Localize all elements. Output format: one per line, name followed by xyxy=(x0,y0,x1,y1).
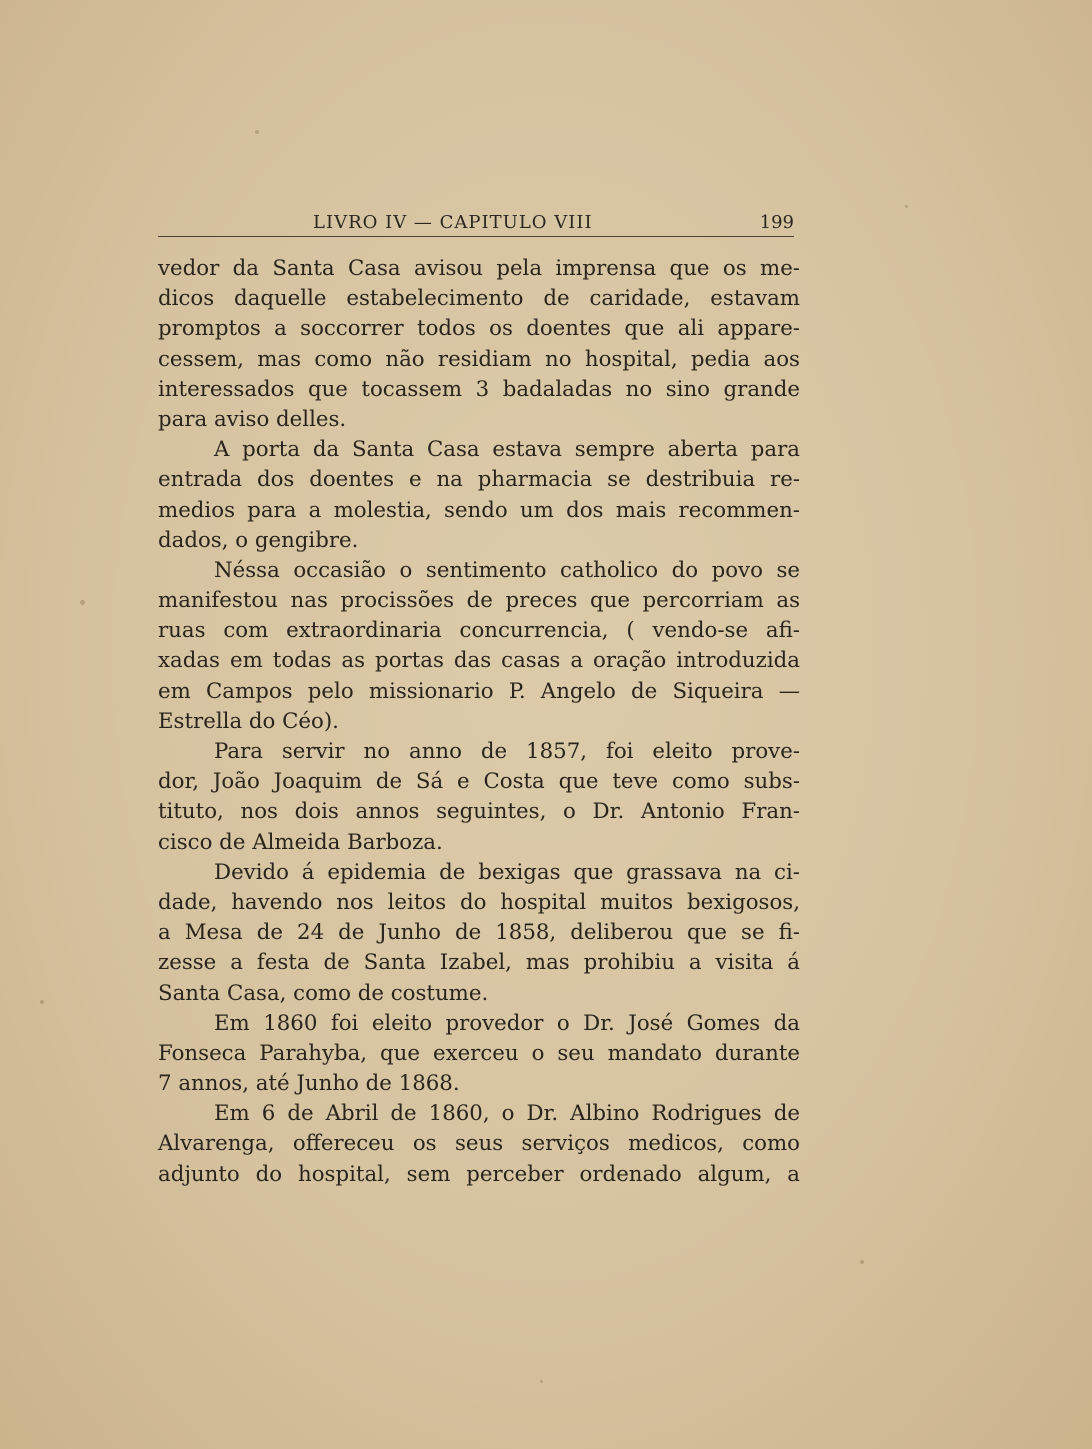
text-line: para aviso delles. xyxy=(158,406,347,432)
text-line: tituto, nos dois annos seguintes, o Dr. Antonio Fran- xyxy=(158,799,800,825)
text-line: Santa Casa, como de costume. xyxy=(158,980,489,1006)
text-line: em Campos pelo missionario P. Angelo de Siqueira — xyxy=(158,678,800,704)
text-line: Em 1860 foi eleito provedor o Dr. José Gomes da xyxy=(214,1010,800,1036)
running-header-title: LIVRO IV — CAPITULO VIII xyxy=(313,212,593,233)
text-line: cessem, mas como não residiam no hospital, pedia aos xyxy=(158,346,800,372)
text-line: adjunto do hospital, sem perceber ordenado algum, a xyxy=(158,1161,800,1187)
header-rule xyxy=(158,236,794,237)
text-line: dicos daquelle estabelecimento de caridade, estavam xyxy=(158,286,800,312)
paragraph xyxy=(158,1009,800,1100)
text-line: Para servir no anno de 1857, foi eleito prove- xyxy=(214,739,800,764)
page-number: 199 xyxy=(759,212,794,233)
text-line: interessados que tocassem 3 badaladas no sino grande xyxy=(158,376,800,402)
paper-speck xyxy=(905,205,908,208)
text-line: vedor da Santa Casa avisou pela imprensa que os me- xyxy=(158,256,800,281)
body-text xyxy=(158,254,800,1190)
text-line: dados, o gengibre. xyxy=(158,527,359,553)
text-line: Estrella do Céo). xyxy=(158,708,339,734)
text-line: 7 annos, até Junho de 1868. xyxy=(158,1071,460,1097)
paper-speck xyxy=(80,600,85,605)
paragraph xyxy=(158,858,800,1009)
paragraph xyxy=(158,435,800,556)
paper-speck xyxy=(40,1000,44,1004)
paragraph xyxy=(158,556,800,737)
text-line: cisco de Almeida Barboza. xyxy=(158,829,443,855)
paragraph xyxy=(158,737,800,858)
paragraph xyxy=(158,1099,800,1190)
text-line: Devido á epidemia de bexigas que grassava na ci- xyxy=(214,859,800,885)
text-line: dor, João Joaquim de Sá e Costa que teve como subs- xyxy=(158,769,800,795)
paper-speck xyxy=(860,1260,864,1264)
text-line: Néssa occasião o sentimento catholico do povo se xyxy=(214,557,800,583)
text-line: xadas em todas as portas das casas a oração introduzida xyxy=(158,648,800,674)
text-line: a Mesa de 24 de Junho de 1858, deliberou que se fi- xyxy=(158,920,800,946)
running-header xyxy=(158,210,798,240)
text-line: A porta da Santa Casa estava sempre aberta para xyxy=(214,437,800,463)
text-line: dade, havendo nos leitos do hospital muitos bexigosos, xyxy=(158,889,800,915)
text-line: manifestou nas procissões de preces que percorriam as xyxy=(158,588,800,614)
paper-speck xyxy=(255,130,259,134)
text-line: medios para a molestia, sendo um dos mais recommen- xyxy=(158,497,800,523)
text-line: zesse a festa de Santa Izabel, mas prohibiu a visita á xyxy=(158,950,800,976)
paper-speck xyxy=(540,1380,543,1383)
text-line: Fonseca Parahyba, que exerceu o seu mandato durante xyxy=(158,1040,800,1066)
text-line: promptos a soccorrer todos os doentes que ali appare- xyxy=(158,316,800,342)
text-line: Alvarenga, offereceu os seus serviços medicos, como xyxy=(158,1131,800,1157)
text-line: entrada dos doentes e na pharmacia se destribuia re- xyxy=(158,467,800,493)
paragraph xyxy=(158,254,800,435)
text-line: Em 6 de Abril de 1860, o Dr. Albino Rodrigues de xyxy=(214,1101,800,1127)
text-line: ruas com extraordinaria concurrencia, ( vendo-se afi- xyxy=(158,618,800,644)
